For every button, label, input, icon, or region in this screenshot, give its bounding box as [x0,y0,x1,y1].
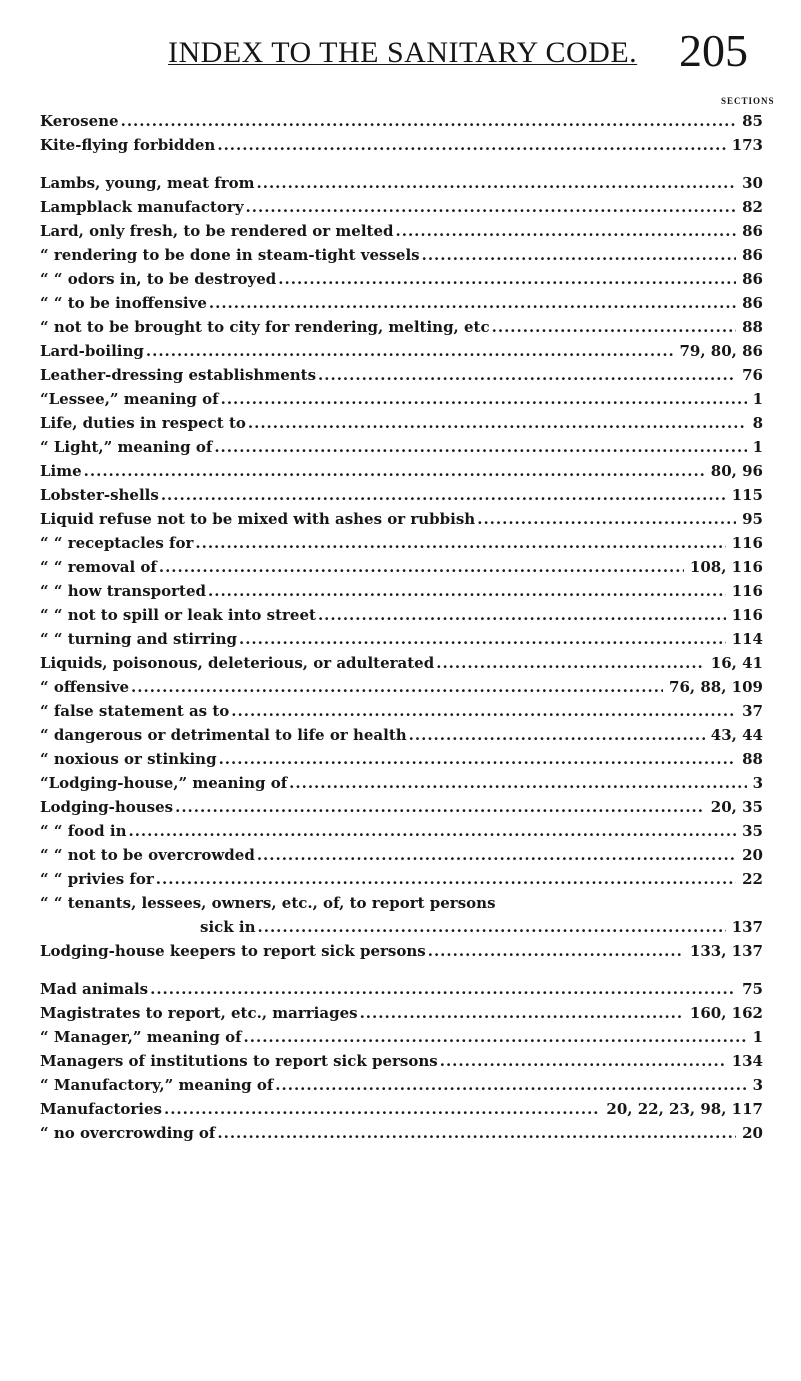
dot-leader [131,676,663,698]
section-numbers: 137 [731,918,763,936]
section-numbers: 76 [742,366,763,384]
index-entry [0,436,801,458]
running-title: INDEX TO THE SANITARY CODE. [168,36,638,69]
section-numbers: 43, 44 [710,726,763,744]
dot-leader [360,1002,684,1024]
dot-leader [208,580,726,602]
dot-leader [258,916,726,938]
running-head [0,2,801,76]
index-term: Life, duties in respect to [40,414,246,432]
index-term: “ “ odors in, to be destroyed [40,270,277,288]
section-numbers: 88 [742,750,763,768]
index-term: “ false statement as to [40,702,230,720]
index-term: Liquid refuse not to be mixed with ashes or rubbish [40,510,476,528]
section-numbers: 20 [742,846,763,864]
index-term: “ rendering to be done in steam-tight vessels [40,246,420,264]
index-term: Manufactories [40,1100,162,1118]
section-numbers: 115 [731,486,763,504]
dot-leader [289,772,746,794]
dot-leader [278,268,736,290]
dot-leader [257,844,736,866]
index-entry [0,460,801,482]
index-term: “ offensive [40,678,130,696]
index-entry [0,604,801,626]
dot-leader [150,978,736,1000]
index-entry [0,652,801,674]
section-numbers: 116 [731,606,763,624]
section-numbers: 108, 116 [689,558,763,576]
index-term: Lambs, young, meat from [40,174,255,192]
dot-leader [436,652,705,674]
dot-leader [275,1074,746,1096]
section-numbers: 35 [742,822,763,840]
index-term: “ Manufactory,” meaning of [40,1076,274,1094]
dot-leader [318,364,736,386]
index-term: Lobster-shells [40,486,159,504]
section-numbers: 8 [752,414,763,432]
index-entry [0,940,801,962]
section-numbers: 1 [752,1028,763,1046]
dot-leader [219,748,737,770]
section-numbers: 79, 80, 86 [679,342,763,360]
section-numbers: 86 [742,270,763,288]
dot-leader [492,316,737,338]
index-term: “ Light,” meaning of [40,438,213,456]
index-entry [0,868,801,890]
index-term: Lodging-houses [40,798,174,816]
section-numbers: 22 [742,870,763,888]
index-entry [0,892,801,914]
index-entry [0,292,801,314]
section-numbers: 88 [742,318,763,336]
index-entry [0,316,801,338]
index-term: Leather-dressing establishments [40,366,317,384]
section-numbers: 20 [742,1124,763,1142]
index-term: “ “ removal of [40,558,157,576]
index-entry [0,748,801,770]
index-term: “ no overcrowding of [40,1124,216,1142]
dot-leader [396,220,737,242]
dot-leader [246,196,737,218]
index-entry [0,484,801,506]
dot-leader [146,340,674,362]
dot-leader [121,110,737,132]
index-entry [0,556,801,578]
index-entry [0,134,801,156]
index-term: “ “ not to be overcrowded [40,846,255,864]
index-term: “ “ receptacles for [40,534,194,552]
index-term: Liquids, poisonous, deleterious, or adulterated [40,654,435,672]
index-term: “ “ tenants, lessees, owners, etc., of, to report persons [40,894,496,912]
dot-leader [409,724,705,746]
index-entry [0,220,801,242]
dot-leader [248,412,747,434]
dot-leader [159,556,684,578]
index-term: Lime [40,462,82,480]
dot-leader [221,388,747,410]
section-numbers: 114 [731,630,763,648]
dot-leader [217,1122,736,1144]
index-term: Lodging-house keepers to report sick persons [40,942,426,960]
index-entry [0,244,801,266]
index-term: “ “ to be inoffensive [40,294,207,312]
index-entry [0,172,801,194]
section-numbers: 30 [742,174,763,192]
index-entry [0,916,801,938]
dot-leader [440,1050,726,1072]
index-term: Lard-boiling [40,342,144,360]
index-term: “ noxious or stinking [40,750,217,768]
index-term: “ “ privies for [40,870,154,888]
index-term: Kerosene [40,112,119,130]
index-term: “ “ not to spill or leak into street [40,606,316,624]
index-term: “Lodging-house,” meaning of [40,774,288,792]
section-numbers: 160, 162 [689,1004,763,1022]
dot-leader [195,532,725,554]
index-term: Lampblack manufactory [40,198,244,216]
section-numbers: 3 [752,1076,763,1094]
index-term: sick in [200,918,256,936]
index-entry [0,340,801,362]
section-numbers: 1 [752,438,763,456]
dot-leader [318,604,726,626]
index-entry [0,196,801,218]
section-numbers: 95 [742,510,763,528]
section-numbers: 76, 88, 109 [669,678,763,696]
dot-leader [164,1098,600,1120]
section-numbers: 116 [731,582,763,600]
dot-leader [231,700,736,722]
section-numbers: 20, 35 [710,798,763,816]
section-numbers: 80, 96 [710,462,763,480]
dot-leader [422,244,737,266]
index-entry [0,580,801,602]
sections-column-heading: SECTIONS [721,96,775,106]
dot-leader [209,292,736,314]
index-term: Kite-flying forbidden [40,136,216,154]
dot-leader [428,940,684,962]
index-term: “ not to be brought to city for rendering, melting, etc [40,318,490,336]
index-entry [0,532,801,554]
dot-leader [217,134,725,156]
section-numbers: 173 [731,136,763,154]
section-numbers: 1 [752,390,763,408]
index-entry [0,110,801,132]
section-numbers: 86 [742,246,763,264]
index-term: Mad animals [40,980,149,998]
dot-leader [257,172,737,194]
dot-leader [214,436,746,458]
index-entry [0,364,801,386]
dot-leader [477,508,736,530]
dot-leader [239,628,726,650]
index-entry [0,724,801,746]
index-term: “ “ how transported [40,582,207,600]
section-numbers: 3 [752,774,763,792]
index-term: “ “ turning and stirring [40,630,237,648]
index-term: “ Manager,” meaning of [40,1028,242,1046]
section-numbers: 133, 137 [689,942,763,960]
dot-leader [175,796,705,818]
index-entry [0,1122,801,1144]
index-term: “Lessee,” meaning of [40,390,219,408]
index-entry [0,1002,801,1024]
index-term: “ dangerous or detrimental to life or health [40,726,407,744]
section-numbers: 75 [742,980,763,998]
dot-leader [161,484,726,506]
section-numbers: 134 [731,1052,763,1070]
section-numbers: 86 [742,222,763,240]
index-entry [0,268,801,290]
section-numbers: 85 [742,112,763,130]
dot-leader [84,460,705,482]
index-entry [0,628,801,650]
index-entry [0,772,801,794]
section-numbers: 86 [742,294,763,312]
section-numbers: 37 [742,702,763,720]
index-entry [0,978,801,1000]
section-numbers: 16, 41 [710,654,763,672]
index-entry [0,388,801,410]
index-entry [0,1026,801,1048]
index-entry [0,700,801,722]
index-term: Magistrates to report, etc., marriages [40,1004,358,1022]
index-entry [0,820,801,842]
index-entry [0,676,801,698]
index-term: “ “ food in [40,822,127,840]
section-numbers: 116 [731,534,763,552]
dot-leader [128,820,736,842]
index-entry [0,1074,801,1096]
dot-leader [156,868,736,890]
section-numbers: 82 [742,198,763,216]
page-number: 205 [679,25,748,76]
index-term: Managers of institutions to report sick persons [40,1052,438,1070]
dot-leader [244,1026,747,1048]
index-entry [0,1050,801,1072]
index-entry [0,844,801,866]
index-entry [0,412,801,434]
index-entry [0,796,801,818]
index-entry [0,1098,801,1120]
index-entry [0,508,801,530]
index-term: Lard, only fresh, to be rendered or melted [40,222,394,240]
section-numbers: 20, 22, 23, 98, 117 [606,1100,763,1118]
